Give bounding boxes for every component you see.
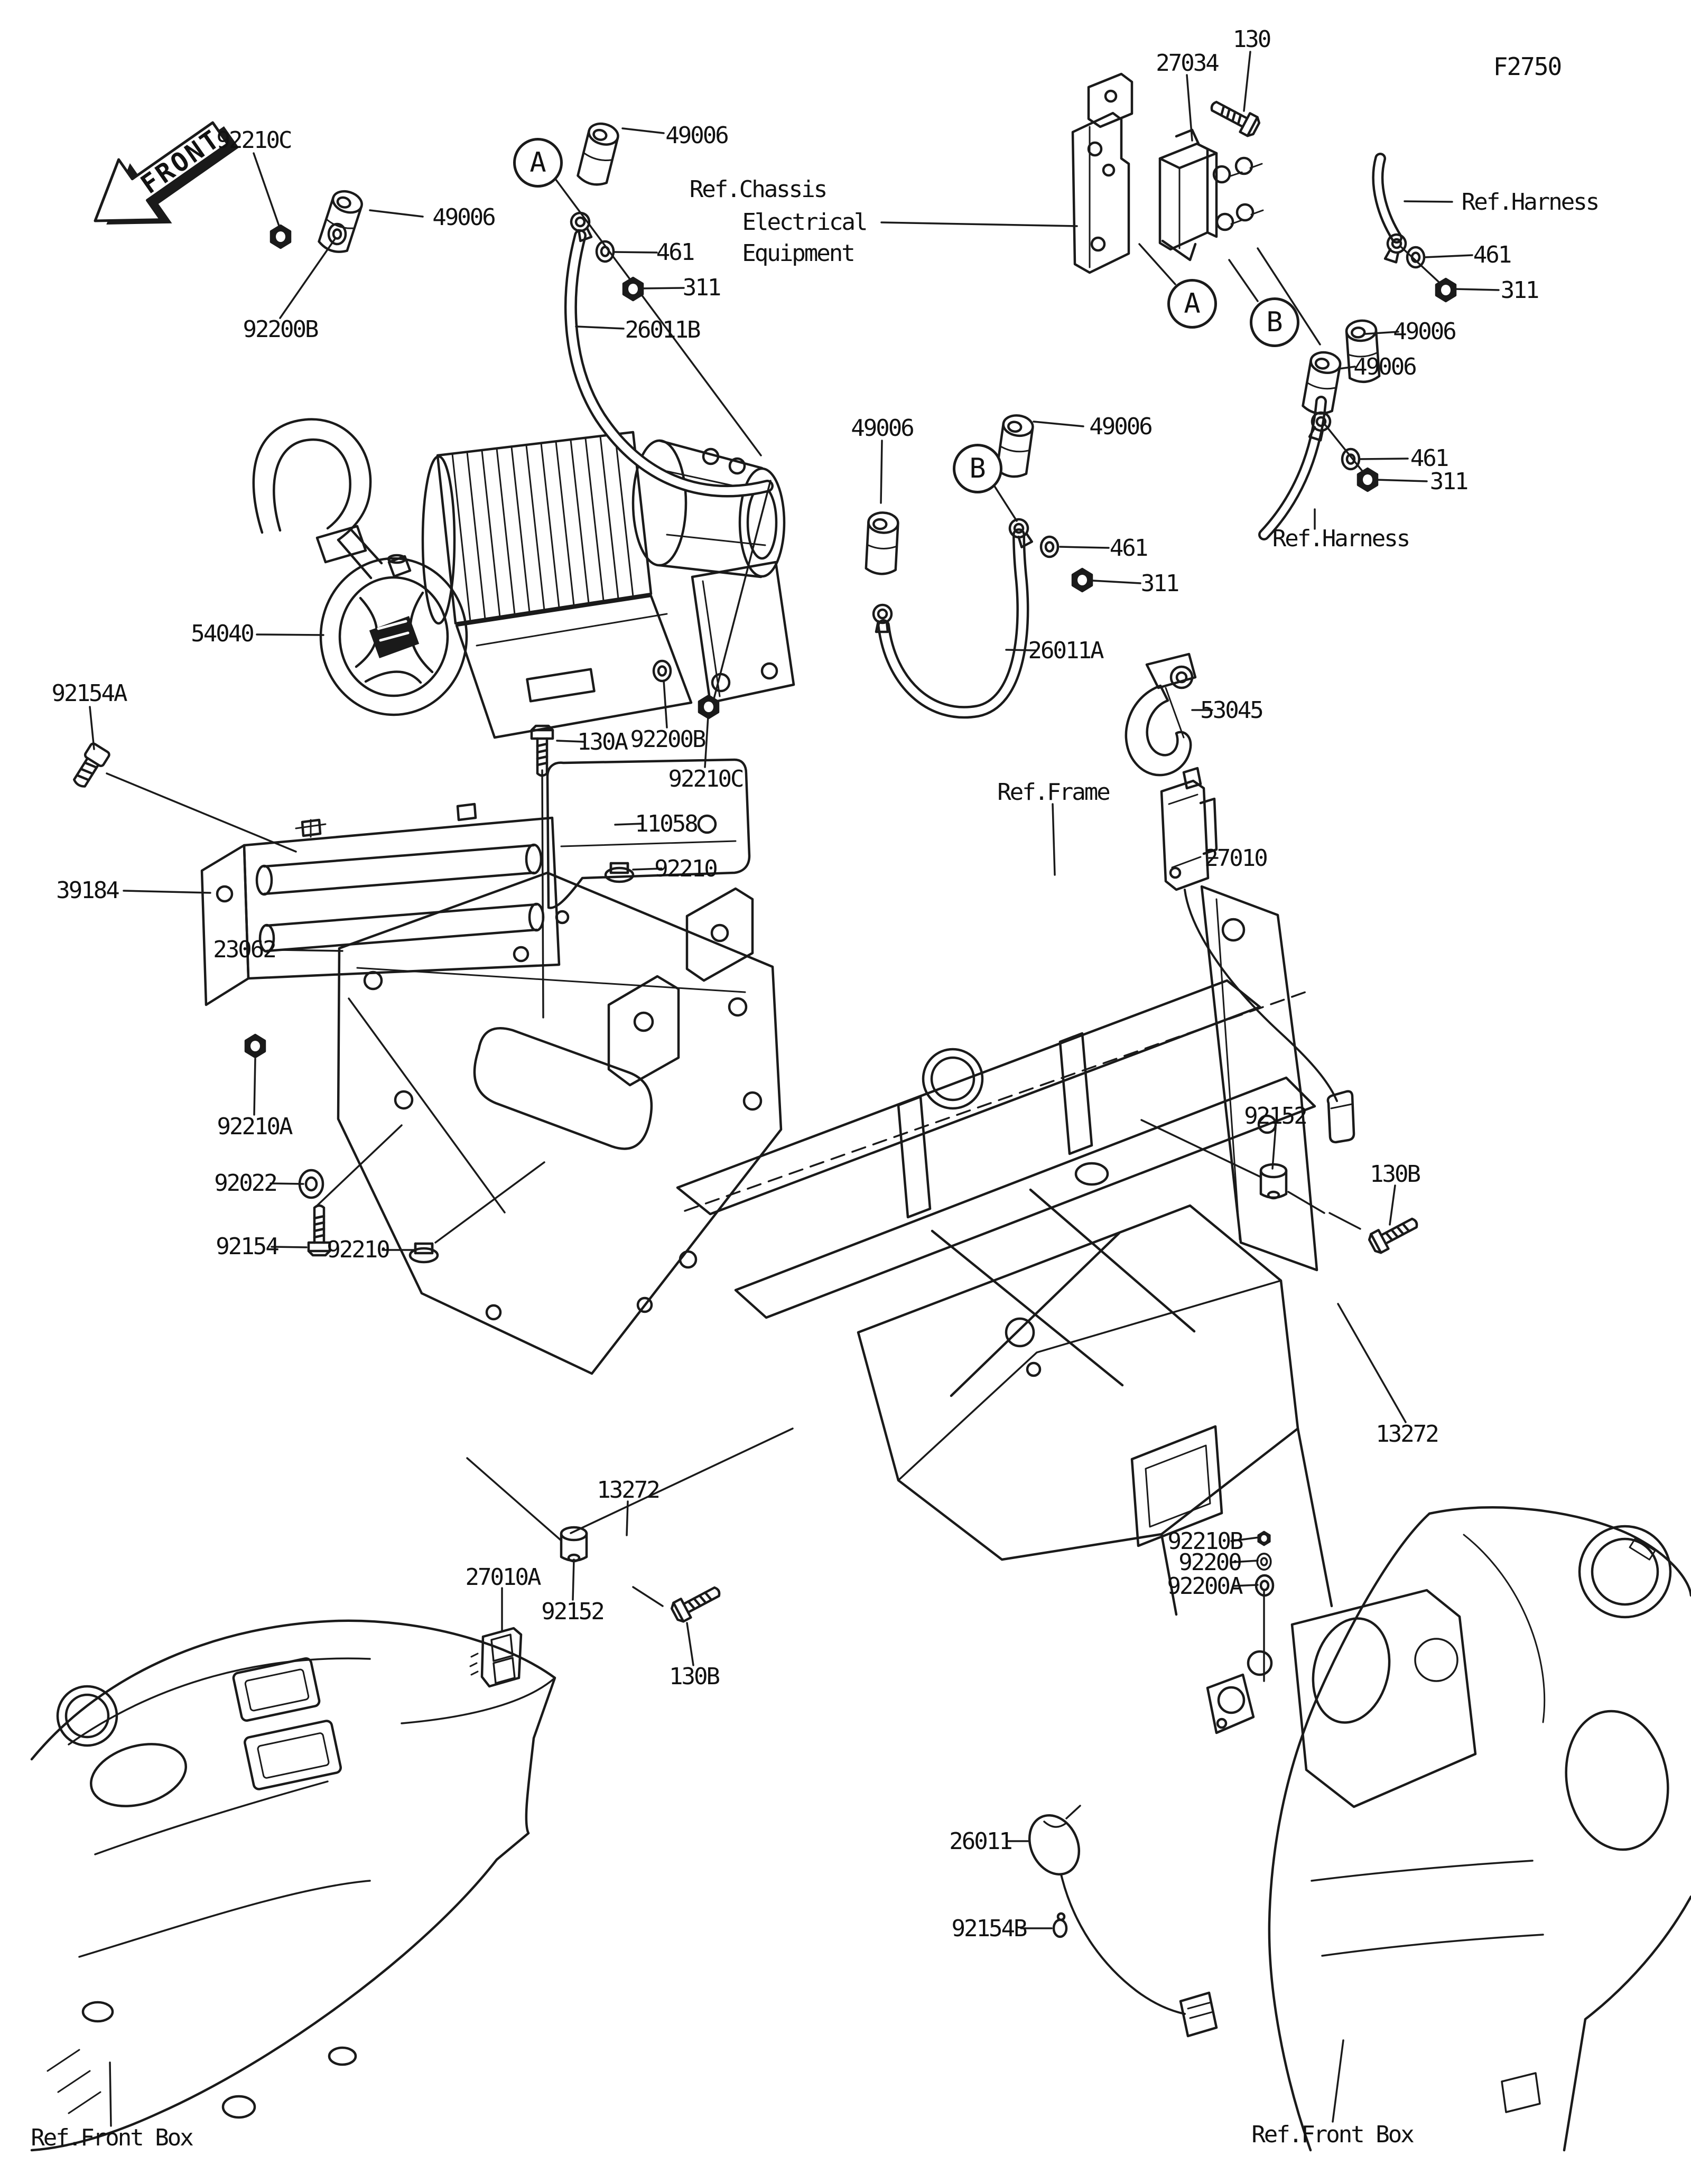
part-label-92200b: 92200B	[243, 316, 318, 343]
part-label-23062: 23062	[213, 936, 275, 963]
part-label-49006: 49006	[1089, 413, 1151, 440]
part-label-92200b: 92200B	[630, 726, 705, 753]
part-label-311: 311	[682, 274, 720, 301]
part-label-130: 130	[1232, 26, 1270, 53]
figure-code: F2750	[1493, 52, 1562, 81]
part-label-92210c: 92210C	[216, 127, 291, 154]
part-label-ref-harness: Ref.Harness	[1272, 525, 1409, 552]
part-label-461: 461	[1410, 445, 1448, 472]
part-label-92210: 92210	[654, 855, 717, 882]
balloon-a: A	[1167, 279, 1217, 329]
part-label-54040: 54040	[191, 620, 253, 647]
part-label-11058: 11058	[635, 810, 697, 837]
part-label-92154a: 92154A	[51, 680, 126, 707]
part-label-461: 461	[1473, 241, 1511, 268]
part-label-92210b: 92210B	[1167, 1528, 1242, 1555]
balloon-a: A	[513, 138, 563, 188]
part-label-13272: 13272	[597, 1477, 659, 1504]
part-label-130b: 130B	[1370, 1161, 1419, 1188]
front-arrow-label: FRONT	[135, 123, 227, 200]
part-label-92152: 92152	[1244, 1103, 1306, 1130]
part-label-92210a: 92210A	[217, 1113, 292, 1140]
part-label-53045: 53045	[1200, 697, 1262, 724]
balloon-b: B	[953, 444, 1002, 493]
part-label-92210c: 92210C	[668, 766, 743, 792]
part-label-26011a: 26011A	[1028, 637, 1103, 664]
part-label-311: 311	[1500, 277, 1538, 304]
part-label-ref-front-box: Ref.Front Box	[31, 2124, 192, 2151]
part-label-311: 311	[1140, 570, 1178, 597]
part-label-92152: 92152	[541, 1598, 603, 1625]
part-label-27010a: 27010A	[465, 1564, 540, 1591]
part-label-39184: 39184	[56, 877, 118, 904]
part-label-92154: 92154	[216, 1233, 278, 1260]
part-label-ref-frame: Ref.Frame	[997, 779, 1109, 806]
part-label-130b: 130B	[669, 1663, 719, 1690]
part-label-26011b: 26011B	[625, 316, 700, 343]
part-label-49006: 49006	[432, 204, 495, 231]
part-label-461: 461	[656, 239, 694, 266]
part-label-electrical: Electrical	[742, 209, 867, 236]
balloon-b: B	[1250, 297, 1299, 347]
part-label-ref-front-box: Ref.Front Box	[1251, 2121, 1413, 2148]
part-label-92210: 92210	[327, 1236, 389, 1263]
part-label-311: 311	[1429, 468, 1467, 495]
part-label-92200a: 92200A	[1167, 1573, 1242, 1600]
part-label-49006: 49006	[851, 415, 913, 442]
part-label-13272: 13272	[1376, 1421, 1438, 1448]
part-label-27034: 27034	[1156, 50, 1218, 77]
part-label-ref-chassis: Ref.Chassis	[689, 176, 826, 203]
part-label-130a: 130A	[577, 729, 627, 755]
part-label-49006: 49006	[1353, 353, 1416, 380]
part-label-equipment: Equipment	[742, 240, 854, 267]
part-label-49006: 49006	[1393, 318, 1455, 345]
part-label-461: 461	[1109, 535, 1147, 562]
part-label-92154b: 92154B	[951, 1915, 1026, 1942]
part-label-ref-harness: Ref.Harness	[1461, 189, 1599, 216]
part-label-27010: 27010	[1204, 845, 1267, 872]
part-label-92200: 92200	[1178, 1549, 1241, 1576]
part-label-26011: 26011	[949, 1828, 1011, 1855]
part-label-92022: 92022	[214, 1170, 276, 1197]
part-label-49006: 49006	[665, 122, 728, 149]
